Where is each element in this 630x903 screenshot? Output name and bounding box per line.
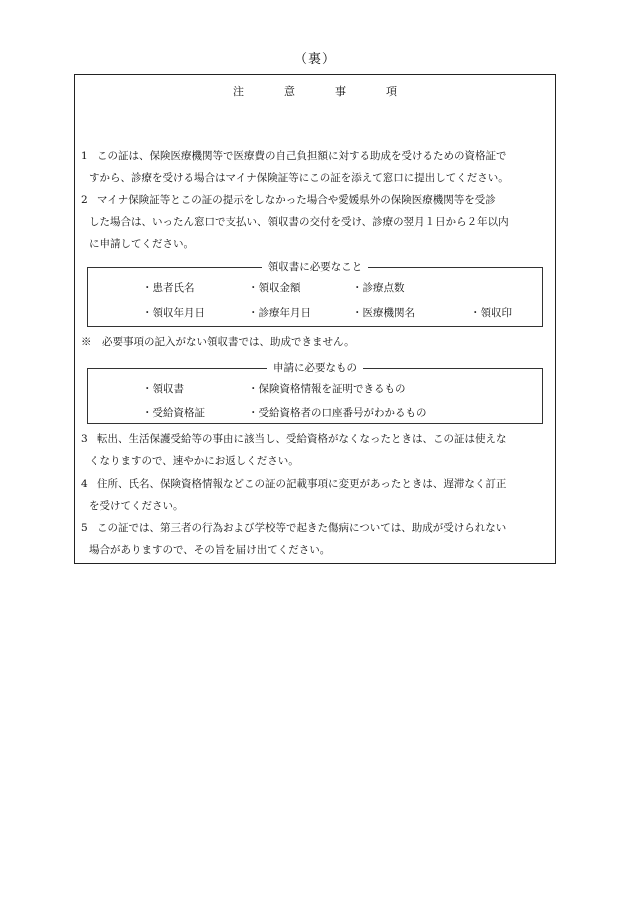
item-text: この証では、第三者の行為および学校等で起きた傷病については、助成が受けられない <box>97 522 507 534</box>
application-item: ・受給資格者の口座番号がわかるもの <box>248 407 427 419</box>
item-text: すから、診療を受ける場合はマイナ保険証等にこの証を添えて窓口に提出してください。 <box>89 172 509 184</box>
receipt-requirements-label: 領収書に必要なこと <box>262 261 369 273</box>
box-title-char: 事 <box>335 85 346 98</box>
item-text: に申請してください。 <box>89 238 194 250</box>
item-number: 1 <box>81 150 88 162</box>
note-item-2 <box>81 189 553 255</box>
receipt-note: ※ 必要事項の記入がない領収書では、助成できません。 <box>81 336 355 348</box>
receipt-item: ・診療点数 <box>352 282 405 294</box>
item-text: この証は、保険医療機関等で医療費の自己負担額に対する助成を受けるための資格証で <box>97 150 507 162</box>
item-number: 5 <box>81 522 88 534</box>
receipt-item: ・患者氏名 <box>142 282 195 294</box>
box-title <box>75 83 555 99</box>
receipt-item: ・領収印 <box>470 307 512 319</box>
application-item: ・領収書 <box>142 383 184 395</box>
box-title-char: 項 <box>386 85 397 98</box>
item-text: した場合は、いったん窓口で支払い、領収書の交付を受け、診療の翌月１日から２年以内 <box>89 216 509 228</box>
item-number: 2 <box>81 194 88 206</box>
item-text: 場合がありますので、その旨を届け出てください。 <box>89 544 331 556</box>
receipt-item: ・領収金額 <box>248 282 301 294</box>
notes-box <box>74 74 556 564</box>
item-text: くなりますので、速やかにお返しください。 <box>89 455 299 467</box>
item-text: 住所、氏名、保険資格情報などこの証の記載事項に変更があったときは、遅滞なく訂正 <box>97 478 507 490</box>
note-item-5 <box>81 517 553 561</box>
note-item-4 <box>81 473 553 517</box>
application-item: ・保険資格情報を証明できるもの <box>248 383 406 395</box>
item-text: を受けてください。 <box>89 500 184 512</box>
page-heading: （裏） <box>293 52 336 67</box>
note-item-3 <box>81 428 553 472</box>
receipt-item: ・医療機関名 <box>352 307 415 319</box>
box-title-char: 注 <box>233 85 244 98</box>
receipt-requirements-box <box>87 261 543 327</box>
item-text: マイナ保険証等とこの証の提示をしなかった場合や愛媛県外の保険医療機関等を受診 <box>97 194 496 206</box>
application-item: ・受給資格証 <box>142 407 205 419</box>
item-number: 4 <box>81 478 88 490</box>
item-number: 3 <box>81 433 88 445</box>
item-text: 転出、生活保護受給等の事由に該当し、受給資格がなくなったときは、この証は使えな <box>97 433 507 445</box>
note-item-1 <box>81 145 553 189</box>
application-requirements-label: 申請に必要なもの <box>267 362 363 374</box>
receipt-item: ・領収年月日 <box>142 307 205 319</box>
box-title-char: 意 <box>284 85 295 98</box>
receipt-item: ・診療年月日 <box>248 307 311 319</box>
application-requirements-box <box>87 362 543 424</box>
